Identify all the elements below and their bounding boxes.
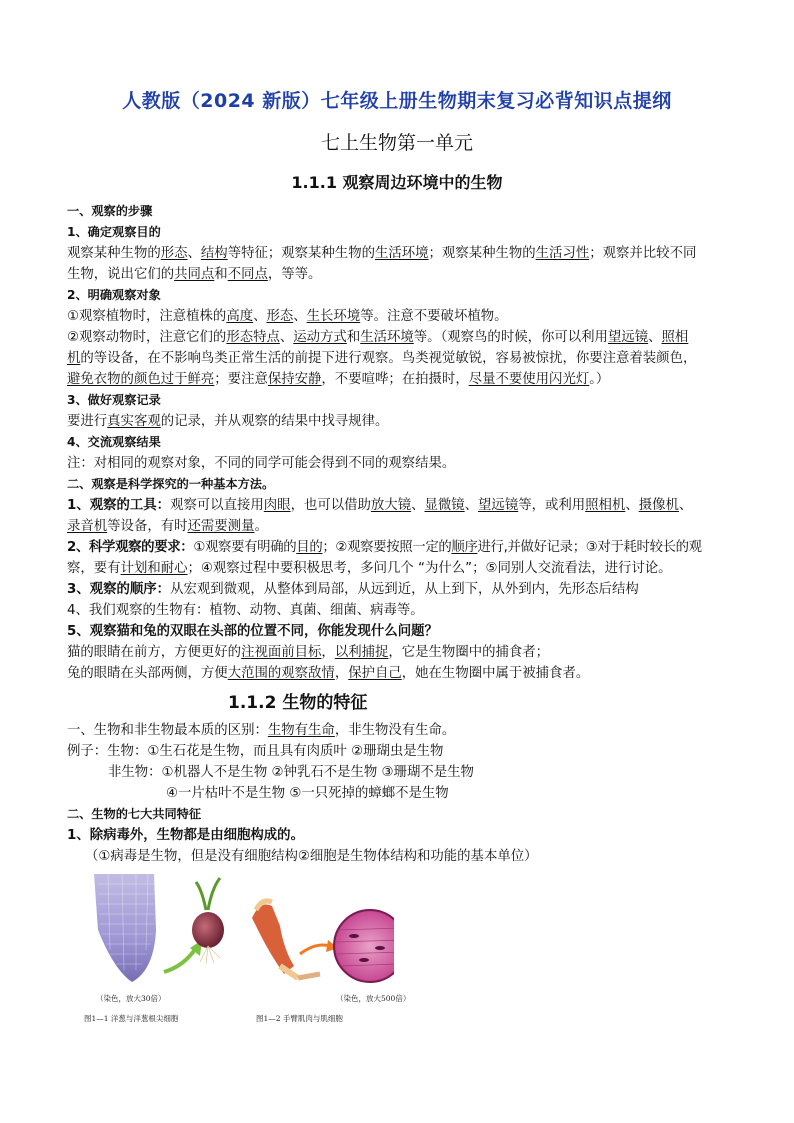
figure-2-caption: 图1—2 手臂肌肉与肌细胞 [256, 1014, 343, 1023]
textbook-figures [84, 870, 394, 1030]
figure-2-magnification: （染色，放大500倍） [336, 994, 411, 1003]
paragraph: 猫的眼睛在前方，方便更好的注视面前目标，以利捕捉，它是生物圈中的捕食者； [67, 645, 550, 660]
arm-muscle-image [252, 901, 320, 978]
lesson-title-1-1-1: 1.1.1 观察周边环境中的生物 [291, 173, 503, 192]
paragraph: 注：对相同的观察对象，不同的同学可能会得到不同的观察结果。 [67, 456, 456, 471]
paragraph: 兔的眼睛在头部两侧，方便大范围的观察敌情，保护自己，她在生物圈中属于被捕食者。 [67, 666, 590, 681]
step-heading: 1、确定观察目的 [67, 225, 161, 239]
paragraph: （①病毒是生物，但是没有细胞结构②细胞是生物体结构和功能的基本单位） [85, 849, 538, 864]
paragraph: ①观察植物时，注意植株的高度、形态、生长环境等。注意不要破坏植物。 [67, 309, 508, 324]
paragraph: 观察某种生物的形态、结构等特征；观察某种生物的生活环境；观察某种生物的生活习性；观察并比较不同 [67, 246, 697, 261]
figure-1-caption: 图1—1 洋葱与洋葱根尖细胞 [84, 1014, 179, 1023]
example-line: 非生物：①机器人不是生物 ②钟乳石不是生物 ③珊瑚不是生物 [108, 765, 474, 780]
paragraph: 3、观察的顺序：从宏观到微观，从整体到局部，从远到近，从上到下，从外到内，先形态后结构 [67, 582, 639, 597]
step-heading: 3、做好观察记录 [67, 393, 161, 407]
question: 5、观察猫和兔的双眼在头部的位置不同，你能发现什么问题？ [67, 624, 438, 639]
document-title: 人教版（2024 新版）七年级上册生物期末复习必背知识点提纲 [122, 90, 672, 112]
arrow-icon [300, 945, 330, 954]
paragraph: 机的等设备，在不影响鸟类正常生活的前提下进行观察。鸟类视觉敏锐，容易被惊扰，你要注意着装颜色， [67, 351, 697, 366]
paragraph: 要进行真实客观的记录，并从观察的结果中找寻规律。 [67, 414, 389, 429]
paragraph: 2、科学观察的要求：①观察要有明确的目的；②观察要按照一定的顺序进行,并做好记录；③对于耗时较长的观 [67, 540, 702, 555]
step-heading: 2、明确观察对象 [67, 288, 161, 302]
section-heading: 一、观察的步骤 [67, 204, 153, 218]
unit-title: 七上生物第一单元 [320, 132, 473, 154]
root-tip-cells-image [94, 874, 156, 982]
paragraph: 一、生物和非生物最本质的区别：生物有生命，非生物没有生命。 [67, 723, 456, 738]
paragraph: 察，要有计划和耐心；④观察过程中要积极思考，多问几个 “为什么”；⑤同别人交流看法，进行讨论。 [67, 561, 672, 576]
lesson-1-1-2-body [67, 720, 735, 867]
figure-1-magnification: （染色，放大30倍） [96, 994, 166, 1003]
paragraph: 生物，说出它们的共同点和不同点，等等。 [67, 267, 322, 282]
paragraph: 1、观察的工具：观察可以直接用肉眼，也可以借助放大镜、显微镜、望远镜等，或利用照相机、摄像机、 [67, 498, 693, 513]
step-heading: 4、交流观察结果 [67, 435, 161, 449]
example-line: 例子：生物：①生石花是生物，而且具有肉质叶 ②珊瑚虫是生物 [67, 744, 444, 759]
lesson-1-1-1-body [67, 201, 735, 684]
arrow-icon [164, 948, 196, 972]
paragraph: 避免衣物的颜色过于鲜亮；要注意保持安静，不要喧哗；在拍摄时，尽量不要使用闪光灯。） [67, 372, 610, 387]
example-line: ④一片枯叶不是生物 ⑤一只死掉的蟑螂不是生物 [166, 786, 449, 801]
paragraph: 4、我们观察的生物有：植物、动物、真菌、细菌、病毒等。 [67, 603, 424, 618]
paragraph: ②观察动物时，注意它们的形态特点、运动方式和生活环境等。（观察鸟的时候，你可以利用望远镜、照相 [67, 330, 689, 345]
lesson-title-1-1-2: 1.1.2 生物的特征 [228, 693, 368, 713]
feature-heading: 1、除病毒外，生物都是由细胞构成的。 [67, 828, 304, 843]
section-heading: 二、观察是科学探究的一种基本方法。 [67, 477, 275, 491]
paragraph: 录音机等设备，有时还需要测量。 [67, 519, 268, 534]
section-heading: 二、生物的七大共同特征 [67, 807, 202, 821]
muscle-cell-image [334, 910, 394, 982]
